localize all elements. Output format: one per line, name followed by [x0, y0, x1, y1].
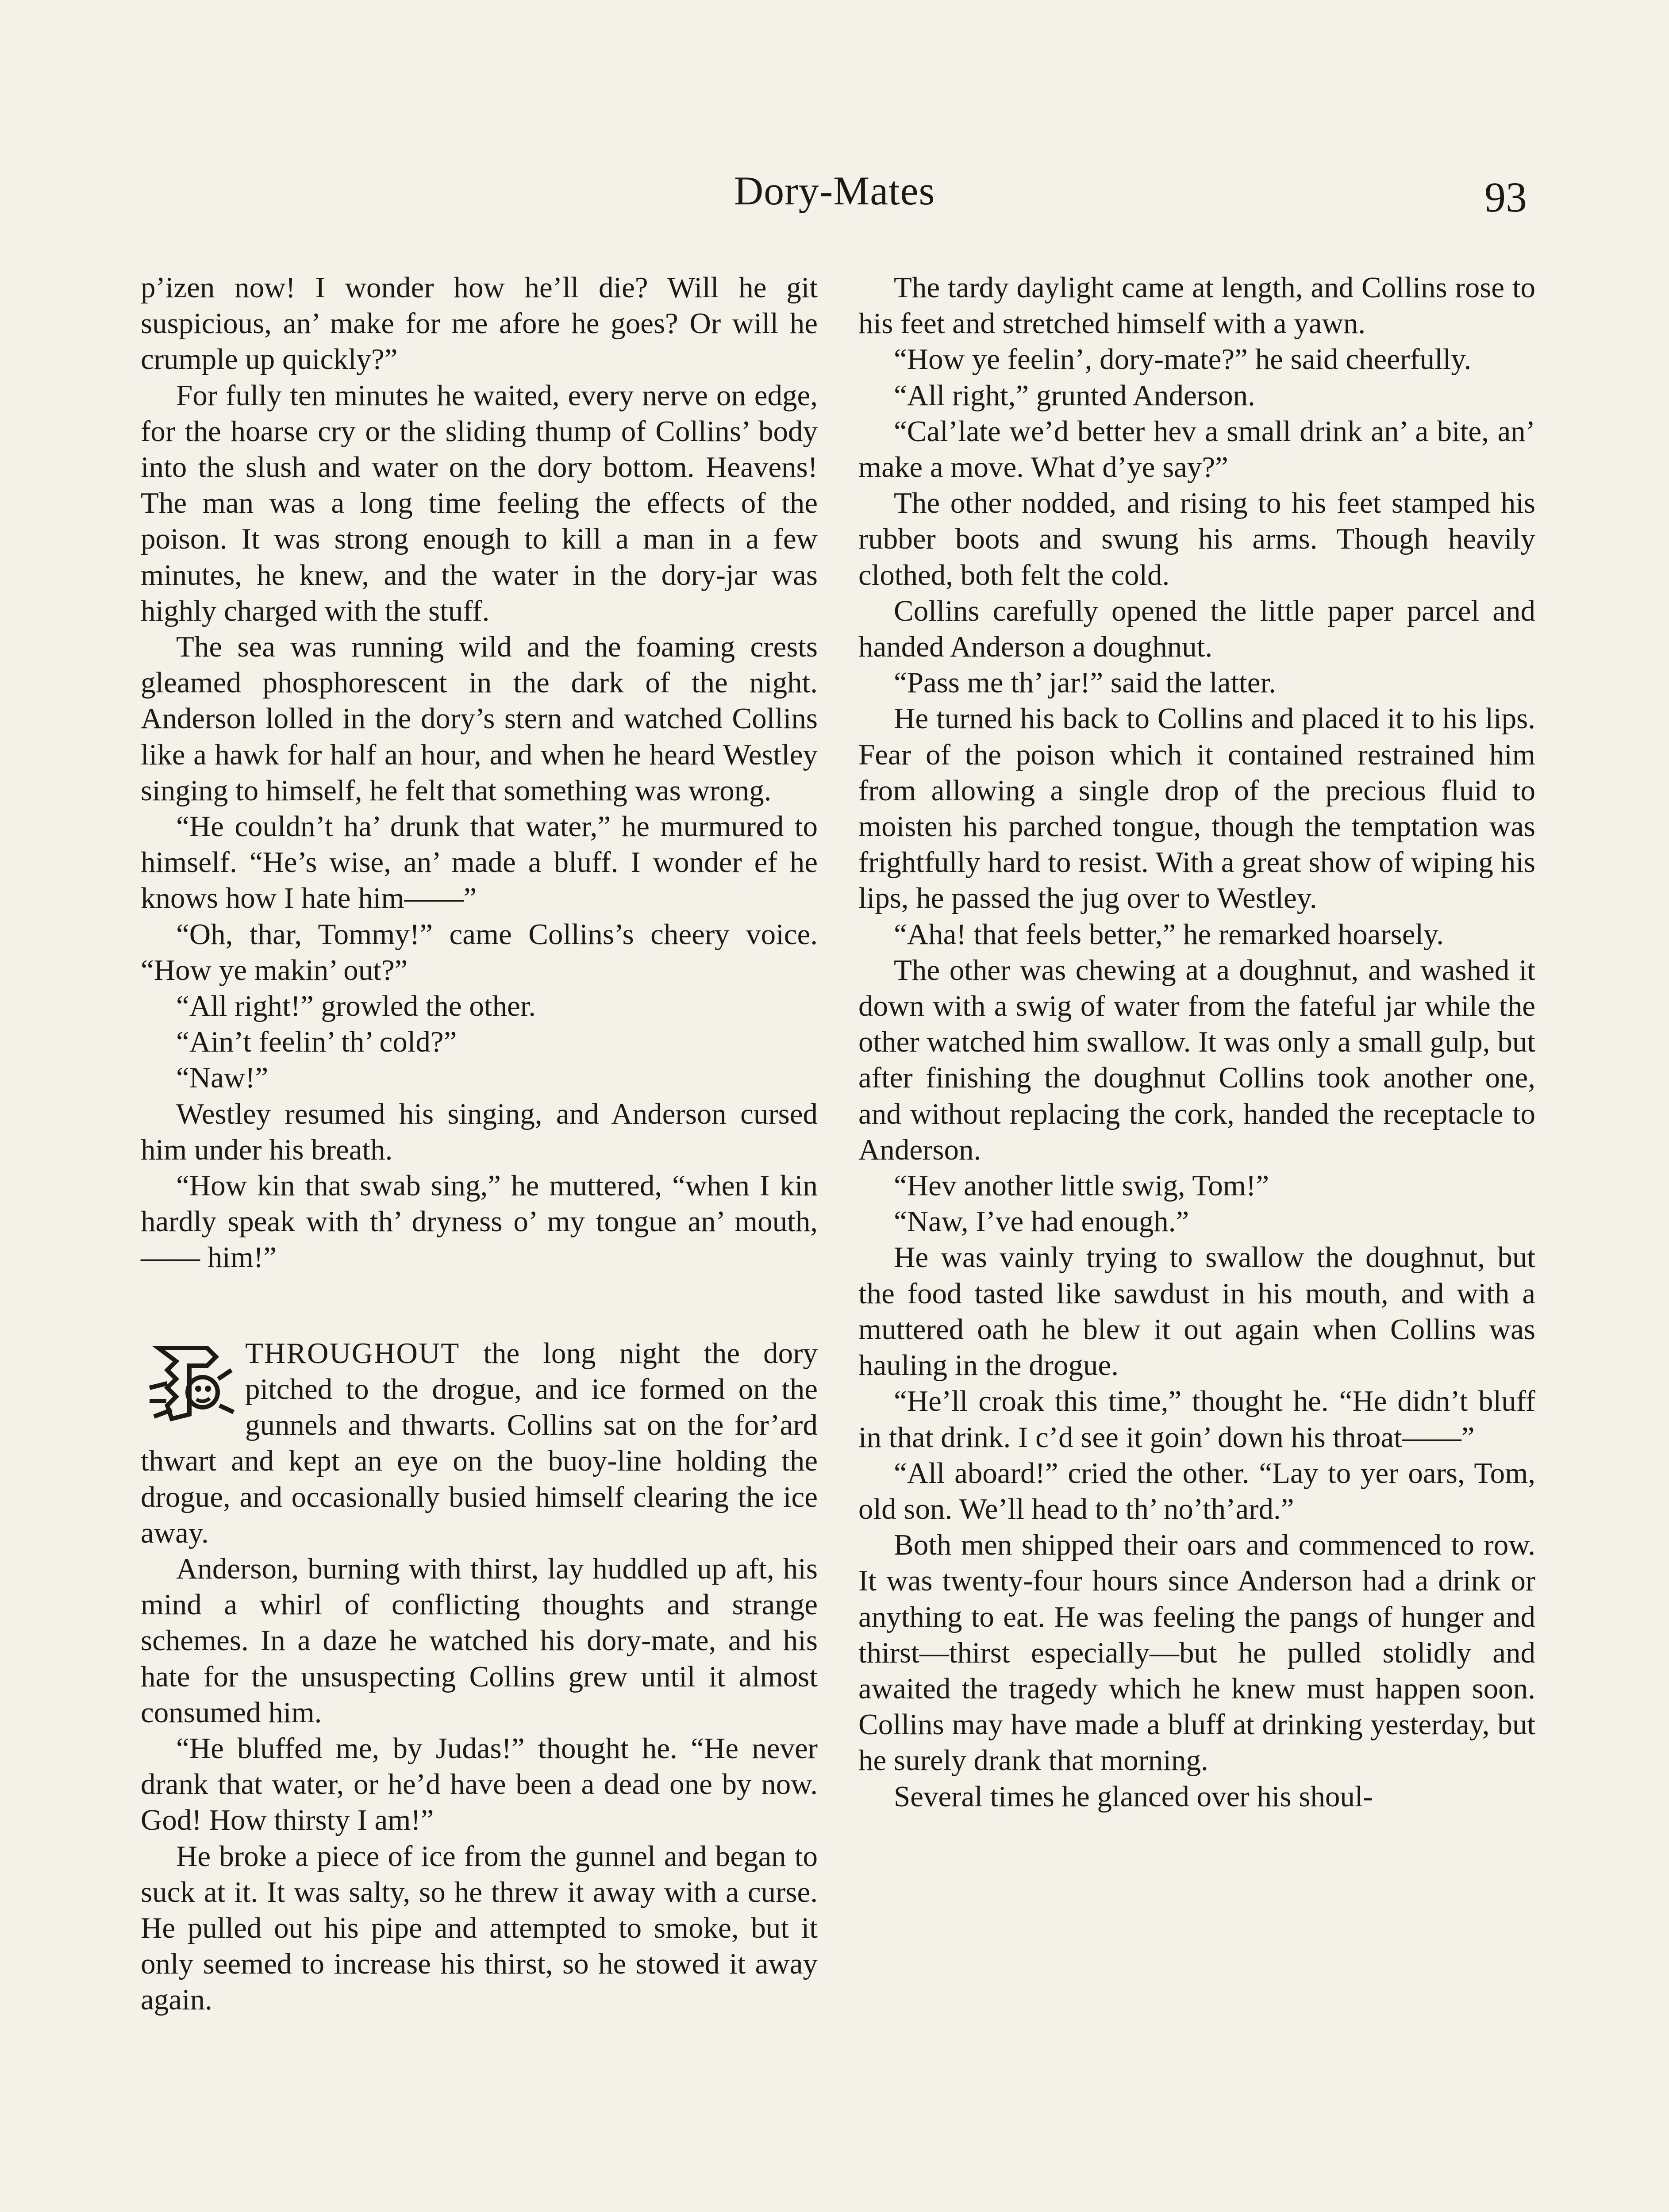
paragraph: “All right,” grunted Anderson.	[894, 379, 1255, 412]
paragraph: He broke a piece of ice from the gunnel and began to suck at it. It was salty, so he threw it away with a curse. He pulled out his pipe and attempted to smoke, but it only seemed to increase his thirst, so he stowed it away again.	[141, 1839, 818, 2016]
paragraph: “Cal’late we’d better hev a small drink an’ a bite, an’ make a move. What d’ye say?”	[858, 415, 1535, 484]
left-column	[141, 270, 818, 2018]
paragraph: “All aboard!” cried the other. “Lay to yer oars, Tom, old son. We’ll head to th’ no’th’ard.”	[858, 1456, 1535, 1525]
paragraph: He turned his back to Collins and placed it to his lips. Fear of the poison which it contained restrained him from allowing a single drop of the precious fluid to moisten his parched tongue, though the temptation was frightfully hard to resist. With a great show of wiping his lips, he passed the jug over to Westley.	[858, 702, 1535, 915]
paragraph: “Aha! that feels better,” he remarked hoarsely.	[894, 918, 1444, 951]
paragraph: The tardy daylight came at length, and Collins rose to his feet and stretched himself with a yawn.	[858, 271, 1535, 340]
paragraph: “Pass me th’ jar!” said the latter.	[894, 666, 1276, 699]
right-column	[858, 270, 1535, 1815]
paragraph: Both men shipped their oars and commenced to row. It was twenty-four hours since Anderson had a drink or anything to eat. He was feeling the pangs of hunger and thirst—thirst especially—but he pulled stolidly and awaited the tragedy which he knew must happen soon. Collins may have made a bluff at drinking yesterday, but he surely drank that morning.	[858, 1528, 1535, 1777]
paragraph: “He bluffed me, by Judas!” thought he. “He never drank that water, or he’d have been a dead one by now. God! How thirsty I am!”	[141, 1732, 818, 1837]
paragraph: p’izen now! I wonder how he’ll die? Will he git suspicious, an’ make for me afore he goes? Or will he crumple up quickly?”	[141, 271, 818, 376]
decorative-figure-icon	[141, 1339, 237, 1428]
paragraph: “Ain’t feelin’ th’ cold?”	[176, 1025, 457, 1059]
paragraph: The other nodded, and rising to his feet stamped his rubber boots and swung his arms. Though heavily clothed, both felt the cold.	[858, 487, 1535, 591]
paragraph: The sea was running wild and the foaming crests gleamed phosphorescent in the dark of the night. Anderson lolled in the dory’s stern and watched Collins like a hawk for half an hour, and when he heard Westley singing to himself, he felt that something was wrong.	[141, 630, 818, 807]
paragraph: “Oh, thar, Tommy!” came Collins’s cheery voice. “How ye makin’ out?”	[141, 918, 818, 987]
page-header-title: Dory-Mates	[734, 168, 935, 213]
page-number: 93	[1484, 173, 1527, 221]
paragraph: “How kin that swab sing,” he muttered, “when I kin hardly speak with th’ dryness o’ my tongue an’ mouth, —— him!”	[141, 1169, 818, 1274]
dropcap-text: the long night the dory pitched to the drogue, and ice formed on the gunnels and thwarts. Collins sat on the for’ard thwart and kept an eye on the buoy-line holding the drogue, and occasionally busied himself clearing the ice away.	[141, 1336, 818, 1549]
paragraph: Collins carefully opened the little paper parcel and handed Anderson a doughnut.	[858, 594, 1535, 664]
section-break	[141, 1276, 818, 1336]
paragraph: Several times he glanced over his shoul-	[894, 1780, 1373, 1813]
paragraph: Anderson, burning with thirst, lay huddled up aft, his mind a whirl of conflicting thoughts and strange schemes. In a daze he watched his dory-mate, and his hate for the unsuspecting Collins grew until it almost consumed him.	[141, 1552, 818, 1729]
dropcap-paragraph	[141, 1336, 818, 1551]
paragraph: The other was chewing at a doughnut, and washed it down with a swig of water from the fateful jar while the other watched him swallow. It was only a small gulp, but after finishing the doughnut Collins took another one, and without replacing the cork, handed the receptacle to Anderson.	[858, 953, 1535, 1166]
paragraph: “He couldn’t ha’ drunk that water,” he murmured to himself. “He’s wise, an’ made a bluff. I wonder ef he knows how I hate him——”	[141, 810, 818, 915]
paragraph: “How ye feelin’, dory-mate?” he said cheerfully.	[894, 343, 1472, 376]
paragraph: Westley resumed his singing, and Anderson cursed him under his breath.	[141, 1097, 818, 1166]
paragraph: “All right!” growled the other.	[176, 990, 536, 1023]
paragraph: “Hev another little swig, Tom!”	[894, 1169, 1269, 1202]
paragraph: “He’ll croak this time,” thought he. “He didn’t bluff in that drink. I c’d see it goin’ down his throat——”	[858, 1385, 1535, 1454]
paragraph: “Naw, I’ve had enough.”	[894, 1205, 1189, 1238]
dropcap-lead: THROUGHOUT	[245, 1336, 460, 1370]
paragraph: He was vainly trying to swallow the doughnut, but the food tasted like sawdust in his mouth, and with a muttered oath he blew it out again when Collins was hauling in the drogue.	[858, 1241, 1535, 1382]
paragraph: For fully ten minutes he waited, every nerve on edge, for the hoarse cry or the sliding thump of Collins’ body into the slush and water on the dory bottom. Heavens! The man was a long time feeling the effects of the poison. It was strong enough to kill a man in a few minutes, he knew, and the water in the dory-jar was highly charged with the stuff.	[141, 379, 818, 627]
paragraph: “Naw!”	[176, 1061, 269, 1094]
